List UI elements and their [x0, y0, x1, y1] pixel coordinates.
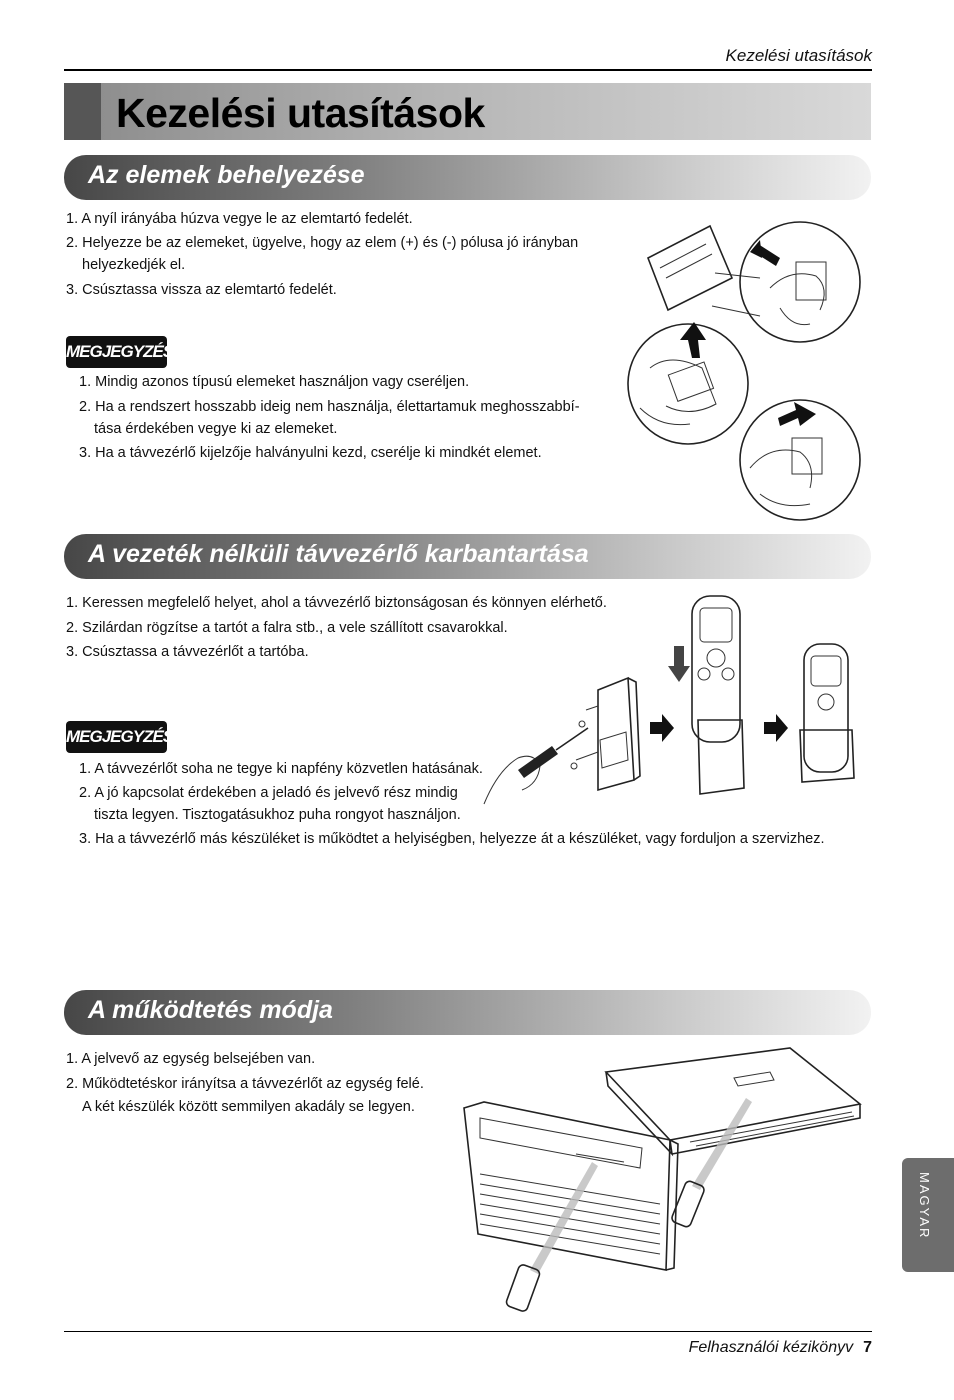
remote-display: [700, 608, 732, 642]
list-item: 1. A jelvevő az egység belsejében van.: [66, 1051, 316, 1067]
section-heading-batteries: [64, 155, 871, 200]
list-item: 2. Helyezze be az elemeket, ügyelve, hogy az elem (+) és (-) pólusa jó irányban: [66, 235, 579, 251]
arrow-right-icon: [764, 714, 788, 742]
section-heading-text: Az elemek behelyezése: [88, 161, 365, 189]
list-item: 3. Csúsztassa a távvezérlőt a tartóba.: [66, 644, 309, 660]
remote-holder-illustration: [478, 590, 860, 810]
note-item: 1. A távvezérlőt soha ne tegye ki napfény közvetlen hatásának.: [79, 761, 483, 777]
title-bar-edge: [64, 83, 101, 140]
arrow-down-icon: [668, 646, 690, 682]
bottom-divider: [64, 1331, 872, 1332]
note-item: 3. Ha a távvezérlő kijelzője halványulni kezd, cserélje ki mindkét elemet.: [79, 445, 542, 461]
running-header: Kezelési utasítások: [725, 46, 872, 65]
footer-label: Felhasználói kézikönyv: [688, 1339, 854, 1356]
note-item: 3. Ha a távvezérlő más készüléket is működtet a helyiségben, helyezze át a készüléket, vagy forduljon a szervizhez.: [79, 831, 825, 847]
note-item: 2. A jó kapcsolat érdekében a jeladó és jelvevő rész mindig: [79, 785, 458, 801]
arrow-right-icon: [778, 402, 816, 426]
list-item: 1. A nyíl irányába húzva vegye le az elemtartó fedelét.: [66, 211, 413, 227]
arrow-up-icon: [680, 322, 706, 358]
page-title-bar: [64, 83, 871, 140]
signal-beam: [692, 1098, 752, 1190]
signal-beam: [530, 1162, 598, 1274]
section-heading-text: A működtetés módja: [88, 996, 333, 1024]
language-tab-label: MAGYAR: [917, 1172, 932, 1240]
footer: [689, 1339, 872, 1357]
language-tab: [902, 1158, 954, 1272]
list-item: A két készülék között semmilyen akadály se legyen.: [82, 1099, 415, 1115]
list-item: 3. Csúsztassa vissza az elemtartó fedelét.: [66, 282, 337, 298]
section-heading-operation: [64, 990, 871, 1035]
list-item: 2. Szilárdan rögzítse a tartót a falra stb., a vele szállított csavarokkal.: [66, 620, 508, 636]
note-item: 1. Mindig azonos típusú elemeket használjon vagy cseréljen.: [79, 374, 470, 390]
step-circle: [628, 324, 748, 444]
remote-display: [811, 656, 841, 686]
list-item: helyezkedjék el.: [82, 257, 186, 273]
page-number: 7: [863, 1339, 872, 1356]
list-item: 2. Működtetéskor irányítsa a távvezérlőt az egység felé.: [66, 1076, 424, 1092]
section-heading-text: A vezeték nélküli távvezérlő karbantartása: [88, 540, 589, 568]
note-item: 2. Ha a rendszert hosszabb ideig nem használja, élettartamuk meghosszabbí-: [79, 399, 580, 415]
top-divider: [64, 69, 872, 71]
list-item: 1. Keressen megfelelő helyet, ahol a távvezérlő biztonságosan és könnyen elérhető.: [66, 595, 607, 611]
note-badge: MEGJEGYZÉS: [66, 336, 167, 368]
arrow-right-icon: [650, 714, 674, 742]
battery-replacement-illustration: [620, 218, 864, 524]
note-item: tása érdekében vegye ki az elemeket.: [94, 421, 338, 437]
operation-illustration: [460, 1044, 864, 1314]
note-item: tiszta legyen. Tisztogatásukhoz puha rongyot használjon.: [94, 807, 461, 823]
note-badge: MEGJEGYZÉS: [66, 721, 167, 753]
page-title: Kezelési utasítások: [116, 90, 485, 136]
section-heading-maintenance: [64, 534, 871, 579]
